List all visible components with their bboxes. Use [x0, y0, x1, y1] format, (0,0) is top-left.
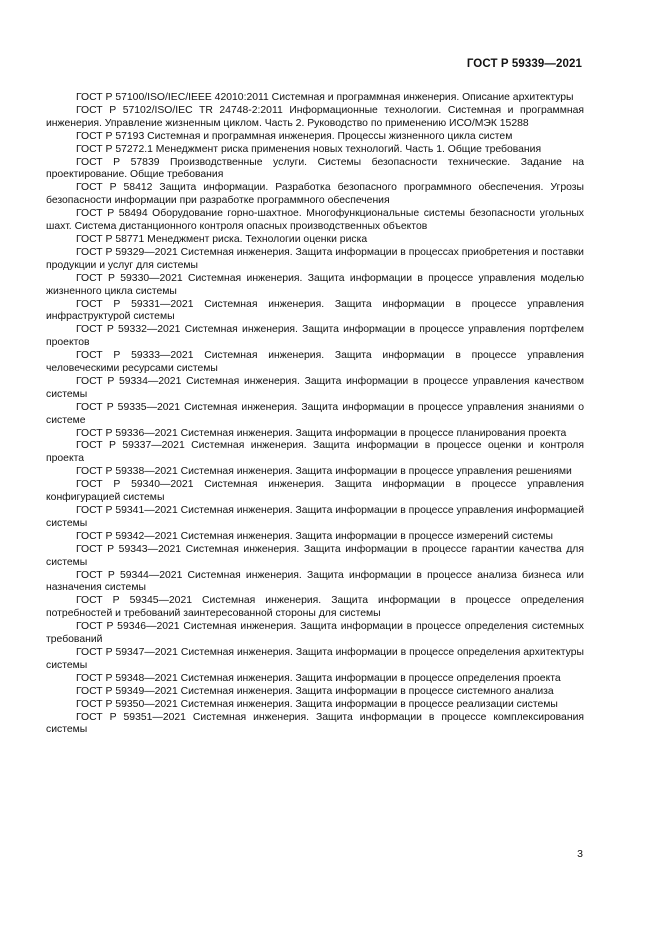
reference-item: ГОСТ Р 58771 Менеджмент риска. Технологии оценки риска: [76, 233, 368, 245]
normative-references-list: [46, 92, 584, 737]
reference-item: ГОСТ Р 59345—2021 Системная инженерия. Защита информации в процессе определения потребностей и требований заинтересованной стороны для системы: [46, 595, 584, 620]
reference-item: ГОСТ Р 57100/ISO/IEC/IEEE 42010:2011 Системная и программная инженерия. Описание архитектуры: [76, 92, 574, 103]
reference-item: ГОСТ Р 59347—2021 Системная инженерия. Защита информации в процессе определения архитектуры системы: [46, 646, 584, 671]
reference-item: ГОСТ Р 59331—2021 Системная инженерия. Защита информации в процессе управления инфраструктурой системы: [46, 298, 584, 323]
reference-item: ГОСТ Р 59330—2021 Системная инженерия. Защита информации в процессе управления моделью жизненного цикла системы: [46, 272, 584, 297]
reference-item: ГОСТ Р 59338—2021 Системная инженерия. Защита информации в процессе управления решениями: [76, 466, 572, 478]
reference-item: ГОСТ Р 59350—2021 Системная инженерия. Защита информации в процессе реализации системы: [76, 698, 558, 710]
reference-item: ГОСТ Р 59341—2021 Системная инженерия. Защита информации в процессе управления информацией системы: [46, 505, 584, 529]
reference-item: ГОСТ Р 57839 Производственные услуги. Системы безопасности технические. Задание на проектирование. Общие требования: [46, 156, 584, 181]
reference-item: ГОСТ Р 59336—2021 Системная инженерия. Защита информации в процессе планирования проекта: [76, 427, 567, 439]
reference-item: ГОСТ Р 58412 Защита информации. Разработка безопасного программного обеспечения. Угрозы безопасности информации при разработке программного обеспечения: [46, 182, 584, 207]
reference-item: ГОСТ Р 59332—2021 Системная инженерия. Защита информации в процессе управления портфелем проектов: [46, 324, 584, 349]
reference-item: ГОСТ Р 59334—2021 Системная инженерия. Защита информации в процессе управления качеством системы: [46, 375, 584, 400]
reference-item: ГОСТ Р 59349—2021 Системная инженерия. Защита информации в процессе системного анализа: [76, 685, 554, 697]
reference-item: ГОСТ Р 57272.1 Менеджмент риска применения новых технологий. Часть 1. Общие требования: [76, 143, 542, 155]
reference-item: ГОСТ Р 59348—2021 Системная инженерия. Защита информации в процессе определения проекта: [76, 672, 561, 684]
reference-item: ГОСТ Р 58494 Оборудование горно-шахтное. Многофункциональные системы безопасности угольных шахт. Система дистанционного контроля опасных производственных объектов: [46, 208, 584, 233]
reference-item: ГОСТ Р 59333—2021 Системная инженерия. Защита информации в процессе управления человеческими ресурсами системы: [46, 350, 584, 375]
reference-item: ГОСТ Р 59342—2021 Системная инженерия. Защита информации в процессе измерений системы: [76, 530, 553, 542]
reference-item: ГОСТ Р 59351—2021 Системная инженерия. Защита информации в процессе комплексирования системы: [46, 711, 584, 736]
reference-item: ГОСТ Р 59346—2021 Системная инженерия. Защита информации в процессе определения системных требований: [46, 621, 584, 646]
page-header-doc-code: ГОСТ Р 59339—2021: [466, 58, 582, 70]
page-number: 3: [577, 848, 583, 860]
reference-item: ГОСТ Р 57102/ISO/IEC TR 24748-2:2011 Информационные технологии. Системная и программная инженерия. Управление жизненным циклом. Часть 2. Руководство по применению ИСО/МЭК 15288: [46, 104, 584, 129]
reference-item: ГОСТ Р 57193 Системная и программная инженерия. Процессы жизненного цикла систем: [76, 130, 513, 142]
reference-item: ГОСТ Р 59343—2021 Системная инженерия. Защита информации в процессе гарантии качества для системы: [46, 543, 584, 568]
reference-item: ГОСТ Р 59344—2021 Системная инженерия. Защита информации в процессе анализа бизнеса или назначения системы: [46, 569, 584, 594]
reference-item: ГОСТ Р 59329—2021 Системная инженерия. Защита информации в процессах приобретения и поставки продукции и услуг для системы: [46, 246, 584, 271]
reference-item: ГОСТ Р 59337—2021 Системная инженерия. Защита информации в процессе оценки и контроля проекта: [46, 440, 584, 465]
reference-item: ГОСТ Р 59335—2021 Системная инженерия. Защита информации в процессе управления знаниями о системе: [46, 401, 584, 426]
reference-item: ГОСТ Р 59340—2021 Системная инженерия. Защита информации в процессе управления конфигурацией системы: [46, 479, 584, 504]
